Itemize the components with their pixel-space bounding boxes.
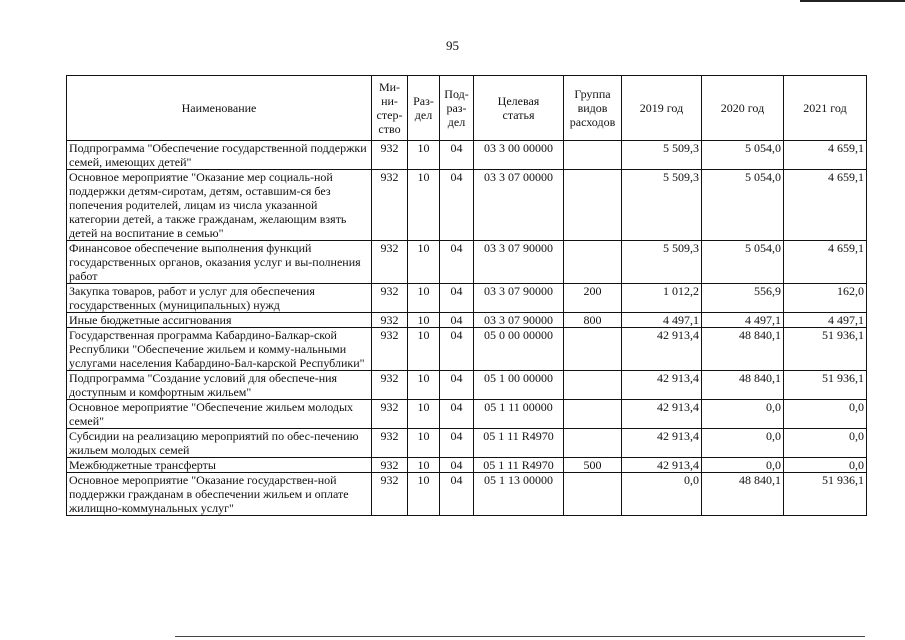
page-number: 95 [446, 38, 459, 53]
cell-2021: 162,0 [784, 284, 867, 313]
cell-name: Подпрограмма "Создание условий для обеспече-ния доступным и комфортным жильем" [67, 371, 372, 400]
cell-section: 10 [408, 313, 440, 328]
cell-name: Основное мероприятие "Оказание мер социаль-ной поддержки детям-сиротам, детям, оставшим-ся без попечения родителей, лицам из числа указанной категории детей, а также гражданам, желающим взять детей на воспитание в семью" [67, 170, 372, 241]
cell-subsection: 04 [440, 170, 474, 241]
cell-expense-group [564, 429, 622, 458]
cell-target: 05 1 11 R4970 [474, 458, 564, 473]
cell-subsection: 04 [440, 429, 474, 458]
cell-2021: 51 936,1 [784, 473, 867, 516]
cell-2020: 5 054,0 [702, 141, 784, 170]
cell-section: 10 [408, 400, 440, 429]
cell-name: Межбюджетные трансферты [67, 458, 372, 473]
cell-expense-group [564, 371, 622, 400]
cell-2020: 5 054,0 [702, 241, 784, 284]
cell-2021: 4 659,1 [784, 141, 867, 170]
cell-subsection: 04 [440, 241, 474, 284]
cell-subsection: 04 [440, 284, 474, 313]
table-row [67, 141, 867, 170]
cell-expense-group: 800 [564, 313, 622, 328]
cell-subsection: 04 [440, 371, 474, 400]
cell-2021: 0,0 [784, 429, 867, 458]
cell-expense-group [564, 328, 622, 371]
cell-name: Государственная программа Кабардино-Балкар-ской Республики "Обеспечение жильем и комму-нальными услугами населения Кабардино-Бал-карской Республики" [67, 328, 372, 371]
header-ministry [372, 76, 408, 141]
cell-2020: 5 054,0 [702, 170, 784, 241]
cell-section: 10 [408, 141, 440, 170]
bottom-rule [175, 636, 865, 637]
cell-section: 10 [408, 458, 440, 473]
cell-name: Иные бюджетные ассигнования [67, 313, 372, 328]
header-expense-group [564, 76, 622, 141]
table-row [67, 473, 867, 516]
header-row [67, 76, 867, 141]
header-expense-group-text: Группа видов расходов [569, 87, 616, 129]
cell-2021: 0,0 [784, 400, 867, 429]
cell-section: 10 [408, 328, 440, 371]
cell-name: Основное мероприятие "Обеспечение жильем молодых семей" [67, 400, 372, 429]
cell-target: 05 1 11 00000 [474, 400, 564, 429]
cell-2021: 0,0 [784, 458, 867, 473]
cell-ministry: 932 [372, 400, 408, 429]
table-row [67, 371, 867, 400]
cell-expense-group [564, 170, 622, 241]
cell-2019: 5 509,3 [622, 170, 702, 241]
table-row [67, 429, 867, 458]
cell-2020: 0,0 [702, 429, 784, 458]
header-2021: 2021 год [784, 76, 867, 141]
cell-section: 10 [408, 170, 440, 241]
cell-ministry: 932 [372, 241, 408, 284]
header-target [474, 76, 564, 141]
cell-subsection: 04 [440, 328, 474, 371]
cell-expense-group [564, 473, 622, 516]
cell-target: 03 3 07 90000 [474, 284, 564, 313]
cell-section: 10 [408, 429, 440, 458]
cell-2020: 556,9 [702, 284, 784, 313]
cell-ministry: 932 [372, 141, 408, 170]
cell-ministry: 932 [372, 328, 408, 371]
cell-ministry: 932 [372, 284, 408, 313]
cell-ministry: 932 [372, 429, 408, 458]
table-row [67, 313, 867, 328]
header-target-text: Целевая статья [497, 94, 540, 122]
cell-name: Субсидии на реализацию мероприятий по обес-печению жильем молодых семей [67, 429, 372, 458]
cell-target: 03 3 07 90000 [474, 313, 564, 328]
table-row [67, 241, 867, 284]
cell-subsection: 04 [440, 473, 474, 516]
cell-subsection: 04 [440, 141, 474, 170]
cell-2021: 4 497,1 [784, 313, 867, 328]
cell-2019: 42 913,4 [622, 458, 702, 473]
cell-2020: 48 840,1 [702, 473, 784, 516]
cell-target: 05 1 11 R4970 [474, 429, 564, 458]
cell-2019: 42 913,4 [622, 371, 702, 400]
top-rule [800, 0, 905, 2]
cell-expense-group [564, 141, 622, 170]
budget-table [66, 75, 867, 516]
cell-target: 05 1 00 00000 [474, 371, 564, 400]
header-2019: 2019 год [622, 76, 702, 141]
cell-2020: 0,0 [702, 400, 784, 429]
header-name: Наименование [67, 76, 372, 141]
cell-ministry: 932 [372, 473, 408, 516]
cell-section: 10 [408, 284, 440, 313]
cell-subsection: 04 [440, 313, 474, 328]
cell-expense-group [564, 241, 622, 284]
cell-target: 05 0 00 00000 [474, 328, 564, 371]
cell-target: 03 3 07 90000 [474, 241, 564, 284]
cell-2019: 4 497,1 [622, 313, 702, 328]
cell-2019: 42 913,4 [622, 400, 702, 429]
cell-target: 03 3 07 00000 [474, 170, 564, 241]
header-section-text: Раз- дел [413, 94, 434, 122]
cell-target: 03 3 00 00000 [474, 141, 564, 170]
cell-ministry: 932 [372, 371, 408, 400]
cell-2021: 4 659,1 [784, 241, 867, 284]
cell-2019: 42 913,4 [622, 429, 702, 458]
cell-expense-group [564, 400, 622, 429]
table-row [67, 284, 867, 313]
cell-ministry: 932 [372, 458, 408, 473]
cell-section: 10 [408, 241, 440, 284]
table-row [67, 458, 867, 473]
cell-2021: 4 659,1 [784, 170, 867, 241]
cell-2019: 5 509,3 [622, 241, 702, 284]
cell-name: Подпрограмма "Обеспечение государственной поддержки семей, имеющих детей" [67, 141, 372, 170]
cell-expense-group: 500 [564, 458, 622, 473]
table-header [67, 76, 867, 141]
cell-2019: 42 913,4 [622, 328, 702, 371]
header-2020: 2020 год [702, 76, 784, 141]
cell-section: 10 [408, 371, 440, 400]
table-row [67, 400, 867, 429]
header-section [408, 76, 440, 141]
cell-target: 05 1 13 00000 [474, 473, 564, 516]
cell-2019: 0,0 [622, 473, 702, 516]
cell-ministry: 932 [372, 170, 408, 241]
cell-name: Финансовое обеспечение выполнения функций государственных органов, оказания услуг и вы-полнения работ [67, 241, 372, 284]
header-subsection-text: Под- раз- дел [444, 87, 469, 129]
header-ministry-text: Ми- ни- стер- ство [376, 80, 403, 136]
cell-name: Закупка товаров, работ и услуг для обеспечения государственных (муниципальных) нужд [67, 284, 372, 313]
cell-2021: 51 936,1 [784, 328, 867, 371]
cell-ministry: 932 [372, 313, 408, 328]
cell-2020: 48 840,1 [702, 328, 784, 371]
cell-subsection: 04 [440, 400, 474, 429]
cell-subsection: 04 [440, 458, 474, 473]
cell-2020: 4 497,1 [702, 313, 784, 328]
cell-2021: 51 936,1 [784, 371, 867, 400]
table-body [67, 141, 867, 516]
cell-2019: 1 012,2 [622, 284, 702, 313]
cell-2020: 48 840,1 [702, 371, 784, 400]
cell-2019: 5 509,3 [622, 141, 702, 170]
table-row [67, 170, 867, 241]
cell-name: Основное мероприятие "Оказание государствен-ной поддержки гражданам в обеспечении жильем и оплате жилищно-коммунальных услуг" [67, 473, 372, 516]
table-row [67, 328, 867, 371]
header-subsection [440, 76, 474, 141]
cell-section: 10 [408, 473, 440, 516]
cell-expense-group: 200 [564, 284, 622, 313]
cell-2020: 0,0 [702, 458, 784, 473]
